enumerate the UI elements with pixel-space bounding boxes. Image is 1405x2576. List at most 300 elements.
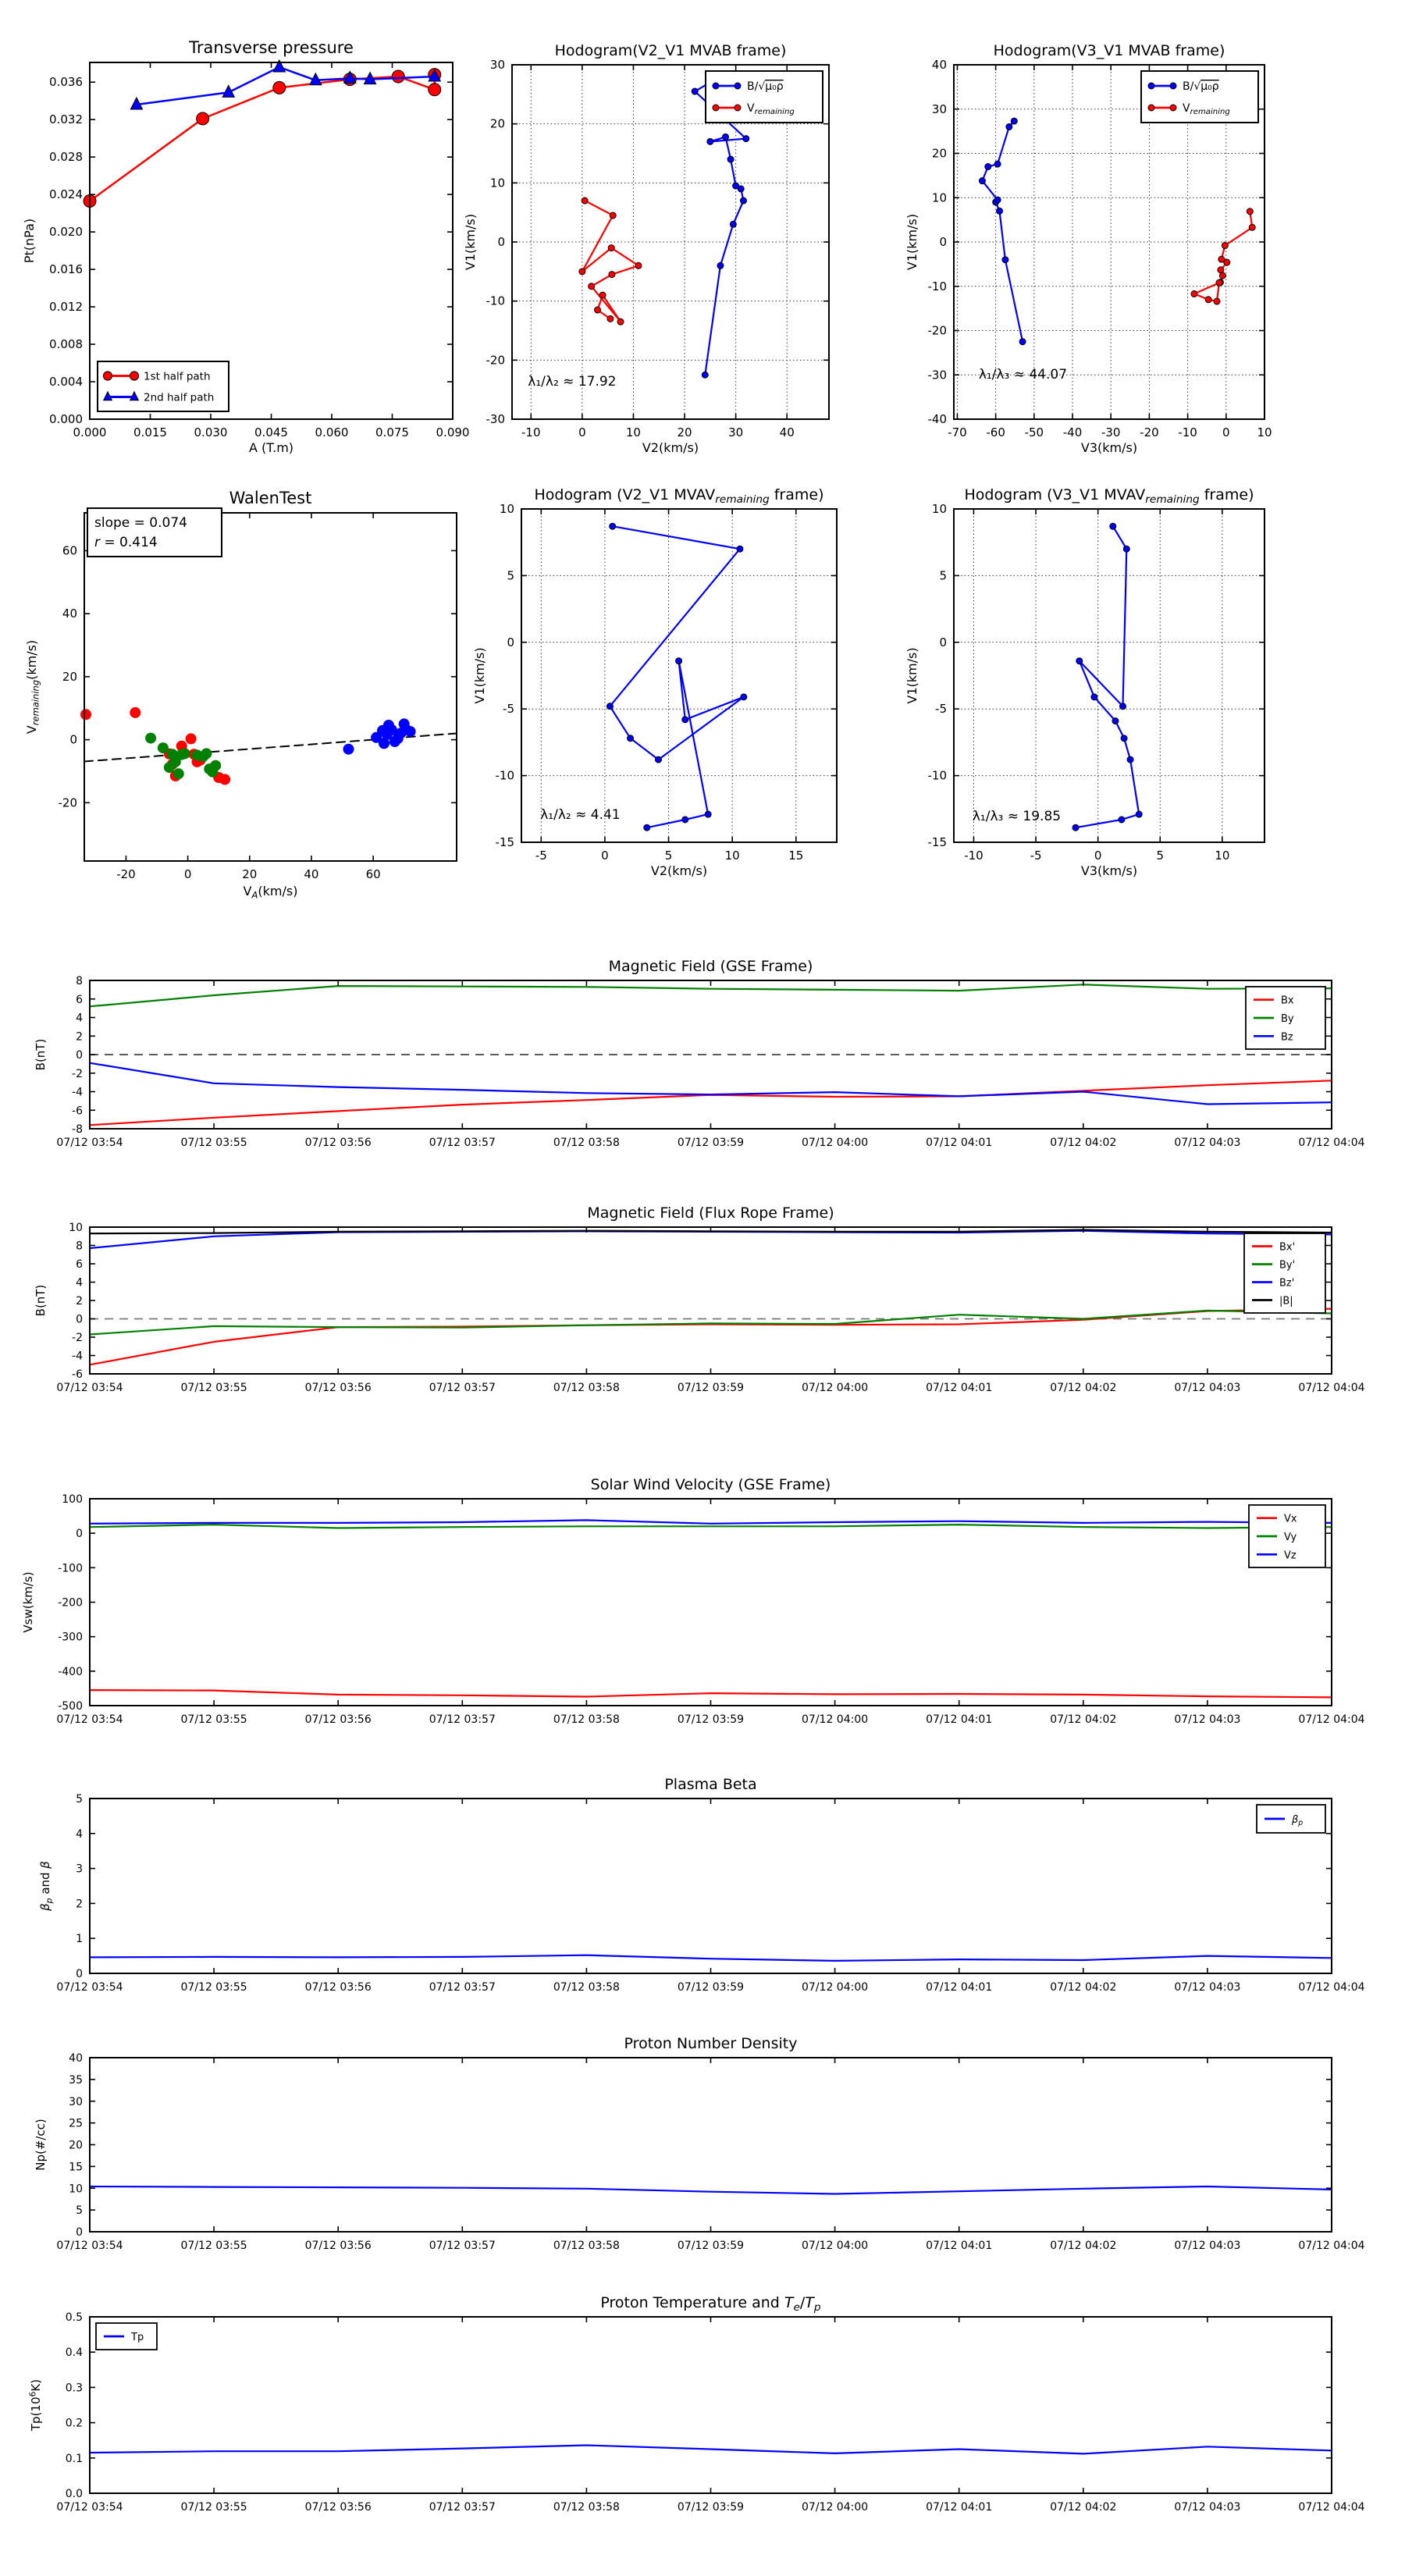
y-tick-label: 35 <box>69 2073 83 2087</box>
legend-label: 1st half path <box>144 370 211 383</box>
circle-marker <box>1170 105 1176 111</box>
x-tick-label: 07/12 04:02 <box>1050 1382 1117 1394</box>
x-tick-label: 07/12 04:00 <box>802 2501 869 2514</box>
plot-area <box>90 2317 1332 2493</box>
x-tick-label: -60 <box>986 425 1005 439</box>
y-tick-label: 3 <box>76 1863 83 1876</box>
y-tick-label: -5 <box>503 702 514 717</box>
scatter-point <box>210 760 221 771</box>
legend-label: |B| <box>1279 1295 1293 1308</box>
legend-label: By <box>1281 1013 1294 1025</box>
x-tick-label: 07/12 04:01 <box>926 1713 993 1726</box>
y-tick-label: -10 <box>927 279 947 294</box>
x-tick-label: 07/12 03:56 <box>304 1137 372 1149</box>
x-tick-label: 07/12 03:54 <box>56 1981 123 1994</box>
hodogram-v3v1-mvab-annotation: λ₁/λ₃ ≈ 44.07 <box>978 366 1068 382</box>
chart-transverse-pressure <box>22 38 469 455</box>
y-tick-label: -300 <box>58 1631 83 1644</box>
circle-marker <box>1170 83 1176 89</box>
x-tick-label: -10 <box>1178 425 1197 439</box>
circle-marker <box>1219 272 1225 279</box>
circle-marker <box>599 292 606 298</box>
y-tick-label: 40 <box>69 2052 83 2065</box>
y-tick-label: 30 <box>931 101 947 116</box>
scatter-point <box>405 726 416 737</box>
x-tick-label: 07/12 03:56 <box>304 1713 372 1726</box>
circle-marker <box>692 88 698 94</box>
hodogram-v2v1-mvab-title: Hodogram(V2_V1 MVAB frame) <box>554 42 787 59</box>
chart-hodogram-v3v1-mvab <box>905 42 1272 455</box>
circle-marker <box>608 245 614 251</box>
magnetic-field-flux-rope-title: Magnetic Field (Flux Rope Frame) <box>587 1204 834 1222</box>
circle-marker <box>740 197 746 204</box>
x-tick-label: 07/12 03:59 <box>677 1981 745 1994</box>
info-box-line: slope = 0.074 <box>94 515 187 531</box>
magnetic-field-flux-rope-ylabel: B(nT) <box>34 1284 48 1317</box>
x-tick-label: 07/12 03:55 <box>180 1981 247 1994</box>
circle-marker <box>707 138 713 144</box>
y-tick-label: 0 <box>76 1313 83 1326</box>
x-tick-label: 07/12 04:00 <box>802 1981 869 1994</box>
x-tick-label: -70 <box>948 425 967 439</box>
x-tick-label: 07/12 04:00 <box>802 2240 869 2252</box>
walen-test-ylabel: $V_{remaining}(km/s)$ <box>24 639 41 735</box>
y-tick-label: -20 <box>486 353 505 368</box>
legend-label: B/√μ₀ρ <box>747 80 784 93</box>
proton-temperature-ylabel: $Tp(10^6K)$ <box>27 2379 43 2432</box>
magnetic-field-gse-title: Magnetic Field (GSE Frame) <box>608 958 813 975</box>
x-tick-label: 07/12 03:55 <box>180 1137 247 1149</box>
y-tick-label: 60 <box>62 543 77 558</box>
circle-marker <box>429 84 441 96</box>
x-tick-label: -40 <box>1062 425 1083 439</box>
circle-marker <box>1110 523 1116 529</box>
x-tick-label: 07/12 03:56 <box>304 2501 372 2514</box>
scatter-point <box>201 748 212 759</box>
x-tick-label: 07/12 04:01 <box>926 1137 993 1149</box>
circle-marker <box>1123 546 1129 552</box>
x-tick-label: -5 <box>1030 849 1042 863</box>
y-tick-label: -15 <box>495 835 514 849</box>
y-tick-label: -500 <box>58 1700 83 1713</box>
circle-marker <box>994 161 1001 167</box>
hodogram-v2v1-mvab-xlabel: V2(km/s) <box>642 440 699 455</box>
x-tick-label: 07/12 03:54 <box>56 1137 123 1149</box>
x-tick-label: 07/12 03:56 <box>304 2240 372 2252</box>
circle-marker <box>1218 267 1224 273</box>
x-tick-label: 30 <box>728 425 744 439</box>
y-tick-label: 10 <box>931 502 947 516</box>
y-tick-label: -100 <box>58 1562 83 1575</box>
y-tick-label: -8 <box>72 1123 83 1136</box>
y-tick-label: -200 <box>58 1596 83 1610</box>
circle-marker <box>730 221 736 227</box>
circle-marker <box>1091 694 1097 700</box>
y-tick-label: 4 <box>76 1012 83 1025</box>
x-tick-label: 07/12 04:03 <box>1174 1981 1241 1994</box>
y-tick-label: -20 <box>58 795 77 810</box>
x-tick-label: 07/12 04:01 <box>926 1382 993 1394</box>
x-tick-label: 07/12 03:59 <box>677 2501 745 2514</box>
chart-plasma-beta <box>38 1776 1365 1994</box>
plot-area <box>954 509 1264 842</box>
x-tick-label: 07/12 03:58 <box>553 1382 620 1394</box>
circle-marker <box>617 318 624 325</box>
x-tick-label: 07/12 04:04 <box>1298 1382 1365 1394</box>
x-tick-label: 40 <box>304 867 319 881</box>
magnetic-field-gse-ylabel: B(nT) <box>34 1038 48 1071</box>
y-tick-label: 15 <box>69 2161 83 2174</box>
y-tick-label: 2 <box>76 1295 83 1308</box>
y-tick-label: -4 <box>72 1350 83 1363</box>
walen-test-title: WalenTest <box>229 489 312 507</box>
circle-marker <box>1224 259 1230 265</box>
x-tick-label: 0.090 <box>436 425 470 439</box>
y-tick-label: -2 <box>72 1332 83 1344</box>
y-tick-label: -4 <box>72 1086 83 1099</box>
circle-marker <box>607 315 614 322</box>
x-tick-label: -30 <box>1101 425 1121 439</box>
circle-marker <box>717 262 724 269</box>
x-tick-label: 0 <box>601 849 609 863</box>
y-tick-label: 0 <box>76 2226 83 2239</box>
x-tick-label: 0.075 <box>375 425 409 439</box>
scatter-point <box>186 733 197 744</box>
legend-label: Bz <box>1281 1031 1293 1044</box>
x-tick-label: 5 <box>1156 849 1165 863</box>
x-tick-label: 60 <box>365 867 381 881</box>
scatter-point <box>219 774 230 785</box>
hodogram-v3v1-mvav-xlabel: V3(km/s) <box>1080 863 1138 878</box>
hodogram-v3v1-mvab-title: Hodogram(V3_V1 MVAB frame) <box>993 42 1225 59</box>
transverse-pressure-xlabel: A (T.m) <box>248 440 294 455</box>
y-tick-label: 0 <box>507 635 514 649</box>
circle-marker <box>727 156 734 162</box>
hodogram-v2v1-mvav-ylabel: V1(km/s) <box>472 647 487 704</box>
legend-label: Vz <box>1284 1550 1297 1562</box>
circle-marker <box>610 523 616 529</box>
y-tick-label: 0.004 <box>49 375 83 390</box>
circle-marker <box>635 262 642 269</box>
proton-temperature-title: Proton Temperature and $T_e/T_p$ <box>600 2294 821 2314</box>
circle-marker <box>1011 118 1017 124</box>
circle-marker <box>392 70 404 83</box>
plot-area <box>90 1799 1332 1973</box>
proton-number-density-title: Proton Number Density <box>624 2035 798 2052</box>
y-tick-label: -5 <box>935 702 947 717</box>
x-tick-label: 07/12 03:59 <box>677 1137 745 1149</box>
y-tick-label: -30 <box>486 412 505 426</box>
x-tick-label: 07/12 03:54 <box>56 2240 123 2252</box>
y-tick-label: 0.028 <box>49 150 83 165</box>
circle-marker <box>1072 824 1079 831</box>
y-tick-label: 0.1 <box>65 2452 83 2465</box>
x-tick-label: 07/12 03:59 <box>677 1382 745 1394</box>
circle-marker <box>1002 257 1008 263</box>
x-tick-label: 07/12 03:58 <box>553 1137 620 1149</box>
circle-marker <box>589 283 595 290</box>
legend-label: Bz' <box>1279 1277 1295 1290</box>
x-tick-label: -50 <box>1024 425 1044 439</box>
x-tick-label: 5 <box>664 849 673 863</box>
x-tick-label: 07/12 03:55 <box>180 2501 247 2514</box>
y-tick-label: 30 <box>69 2095 83 2108</box>
circle-marker <box>979 178 985 184</box>
chart-magnetic-field-flux-rope <box>34 1204 1365 1394</box>
legend-label: $\beta_p$ <box>1292 1814 1304 1827</box>
x-tick-label: 0 <box>183 867 192 881</box>
y-tick-label: 40 <box>931 58 947 72</box>
x-tick-label: 07/12 03:55 <box>180 1713 247 1726</box>
y-tick-label: -10 <box>486 294 505 308</box>
x-tick-label: 07/12 03:58 <box>553 1981 620 1994</box>
plasma-beta-legend <box>1257 1805 1325 1833</box>
legend-label: B/√μ₀ρ <box>1183 80 1219 93</box>
x-tick-label: 07/12 03:57 <box>429 1713 496 1726</box>
circle-marker <box>1148 105 1154 111</box>
y-tick-label: 0 <box>76 1528 83 1541</box>
x-tick-label: 07/12 04:02 <box>1050 2240 1117 2252</box>
x-tick-label: 07/12 03:57 <box>429 1981 496 1994</box>
legend-label: By' <box>1279 1259 1296 1272</box>
y-tick-label: 0 <box>76 1049 83 1062</box>
x-tick-label: 0.030 <box>194 425 228 439</box>
x-tick-label: 10 <box>625 425 641 439</box>
circle-marker <box>1119 817 1125 823</box>
y-tick-label: 0.036 <box>49 75 83 90</box>
circle-marker <box>273 81 286 94</box>
circle-marker <box>676 658 682 664</box>
chart-walen-test <box>24 489 457 901</box>
circle-marker <box>655 756 661 763</box>
x-tick-label: -10 <box>964 849 984 863</box>
x-tick-label: 07/12 03:54 <box>56 1382 123 1394</box>
circle-marker <box>628 735 634 742</box>
y-tick-label: 0.2 <box>65 2417 83 2430</box>
x-tick-label: 07/12 04:02 <box>1050 1981 1117 1994</box>
circle-marker <box>735 83 741 89</box>
proton-temperature-legend <box>96 2323 157 2350</box>
y-tick-label: 0.5 <box>65 2311 83 2324</box>
plasma-beta-ylabel: $\beta_p$ and β <box>38 1861 55 1911</box>
y-tick-label: -30 <box>927 368 947 382</box>
plot-area <box>90 2058 1332 2232</box>
x-tick-label: 0.015 <box>133 425 167 439</box>
y-tick-label: 2 <box>76 1030 83 1044</box>
y-tick-label: 8 <box>76 975 83 987</box>
circle-marker <box>1148 83 1154 89</box>
circle-marker <box>1247 208 1253 215</box>
chart-proton-number-density <box>34 2035 1365 2252</box>
proton-number-density-ylabel: Np(#/cc) <box>34 2119 48 2171</box>
x-tick-label: 07/12 03:58 <box>553 2501 620 2514</box>
x-tick-label: 07/12 04:03 <box>1174 1713 1241 1726</box>
x-tick-label: 20 <box>242 867 258 881</box>
y-tick-label: 0.3 <box>65 2382 83 2395</box>
x-tick-label: 07/12 04:01 <box>926 2501 993 2514</box>
y-tick-label: 5 <box>507 568 514 583</box>
y-tick-label: 0.000 <box>49 412 83 426</box>
solar-wind-velocity-ylabel: Vsw(km/s) <box>21 1571 35 1633</box>
scatter-point <box>145 733 156 744</box>
y-tick-label: 2 <box>76 1898 83 1911</box>
x-tick-label: -10 <box>521 425 541 439</box>
y-tick-label: 0.012 <box>49 300 83 315</box>
hodogram-v2v1-mvav-title: Hodogram (V2_V1 $MVAV_{remaining}$ frame) <box>534 486 824 507</box>
legend-label: $V_{remaining}$ <box>747 102 795 117</box>
x-tick-label: 0.000 <box>73 425 107 439</box>
transverse-pressure-legend <box>98 361 229 411</box>
y-tick-label: 10 <box>499 502 514 516</box>
solar-wind-velocity-legend <box>1249 1505 1325 1567</box>
circle-marker <box>713 83 719 89</box>
hodogram-v2v1-mvab-ylabel: V1(km/s) <box>463 213 478 271</box>
circle-marker <box>1112 718 1119 724</box>
circle-marker <box>1127 756 1133 763</box>
y-tick-label: 4 <box>76 1827 83 1841</box>
x-tick-label: 07/12 03:59 <box>677 2240 745 2252</box>
circle-marker <box>1136 811 1142 817</box>
y-tick-label: 1 <box>76 1933 83 1946</box>
hodogram-v2v1-mvav-annotation: λ₁/λ₂ ≈ 4.41 <box>540 807 621 824</box>
circle-marker <box>682 717 688 723</box>
x-tick-label: 07/12 03:57 <box>429 2501 496 2514</box>
y-tick-label: 10 <box>489 176 505 190</box>
circle-marker <box>705 811 711 817</box>
x-tick-label: 07/12 04:03 <box>1174 1137 1241 1149</box>
walen-test-info-box <box>87 508 222 557</box>
y-tick-label: 0.008 <box>49 337 83 352</box>
x-tick-label: 07/12 04:01 <box>926 2240 993 2252</box>
x-tick-label: 07/12 03:58 <box>553 2240 620 2252</box>
x-tick-label: 07/12 04:00 <box>802 1713 869 1726</box>
y-tick-label: -40 <box>927 412 947 426</box>
x-tick-label: 0.045 <box>254 425 288 439</box>
chart-solar-wind-velocity <box>21 1476 1365 1726</box>
x-tick-label: 20 <box>677 425 692 439</box>
y-tick-label: -6 <box>72 1105 83 1118</box>
x-tick-label: 40 <box>779 425 795 439</box>
y-tick-label: -10 <box>495 768 514 783</box>
y-tick-label: 6 <box>76 1258 83 1271</box>
y-tick-label: 0 <box>69 732 77 747</box>
x-tick-label: 07/12 03:59 <box>677 1713 745 1726</box>
y-tick-label: -15 <box>927 835 947 849</box>
scatter-point <box>180 748 190 759</box>
x-tick-label: 07/12 04:04 <box>1298 1713 1365 1726</box>
plot-area <box>90 1227 1332 1374</box>
x-tick-label: 07/12 03:57 <box>429 2240 496 2252</box>
x-tick-label: 15 <box>788 849 804 863</box>
x-tick-label: 07/12 03:55 <box>180 2240 247 2252</box>
y-tick-label: 10 <box>69 1222 83 1234</box>
y-tick-label: 8 <box>76 1240 83 1253</box>
x-tick-label: 07/12 04:02 <box>1050 1713 1117 1726</box>
y-tick-label: -10 <box>927 768 947 783</box>
hodogram-v3v1-mvav-annotation: λ₁/λ₃ ≈ 19.85 <box>972 809 1062 825</box>
x-tick-label: 07/12 04:03 <box>1174 2240 1241 2252</box>
x-tick-label: 07/12 03:55 <box>180 1382 247 1394</box>
circle-marker <box>997 208 1003 214</box>
y-tick-label: 5 <box>76 2204 83 2218</box>
x-tick-label: 07/12 03:56 <box>304 1382 372 1394</box>
x-tick-label: 10 <box>1215 849 1230 863</box>
y-tick-label: 5 <box>76 1793 83 1806</box>
plasma-beta-title: Plasma Beta <box>664 1776 757 1793</box>
y-tick-label: -400 <box>58 1665 83 1678</box>
hodogram-v2v1-mvab-annotation: λ₁/λ₂ ≈ 17.92 <box>528 373 617 390</box>
x-tick-label: 07/12 04:01 <box>926 1981 993 1994</box>
circle-marker <box>1006 123 1012 130</box>
scatter-point <box>173 768 184 779</box>
circle-marker <box>197 112 209 125</box>
hodogram-v3v1-mvab-legend <box>1141 71 1258 123</box>
x-tick-label: 07/12 04:04 <box>1298 1981 1365 1994</box>
x-tick-label: 07/12 04:04 <box>1298 1137 1365 1149</box>
circle-marker <box>595 307 601 313</box>
legend-label: $V_{remaining}$ <box>1183 102 1230 117</box>
circle-marker <box>1076 658 1083 664</box>
circle-marker <box>723 133 729 140</box>
hodogram-v3v1-mvav-title: Hodogram (V3_V1 $MVAV_{remaining}$ frame) <box>964 486 1254 507</box>
x-tick-label: 07/12 03:54 <box>56 2501 123 2514</box>
circle-marker <box>994 197 1001 203</box>
x-tick-label: 07/12 04:00 <box>802 1382 869 1394</box>
circle-marker <box>579 269 585 275</box>
plot-area <box>521 509 837 842</box>
plot-area <box>90 1499 1332 1706</box>
scatter-point <box>158 742 169 753</box>
hodogram-v3v1-mvab-xlabel: V3(km/s) <box>1080 440 1138 455</box>
y-tick-label: 0.016 <box>49 262 83 277</box>
x-tick-label: 0 <box>1222 425 1230 439</box>
x-tick-label: 07/12 03:56 <box>304 1981 372 1994</box>
transverse-pressure-title: Transverse pressure <box>189 38 354 57</box>
legend-label: Bx <box>1281 994 1294 1007</box>
walen-test-xlabel: $V_A(km/s)$ <box>243 884 298 901</box>
x-tick-label: -20 <box>116 867 136 881</box>
y-tick-label: -20 <box>927 323 947 338</box>
circle-marker <box>741 694 747 700</box>
circle-marker <box>582 197 588 204</box>
circle-marker <box>1249 224 1255 230</box>
x-tick-label: -20 <box>1140 425 1159 439</box>
chart-hodogram-v2v1-mvab <box>463 42 829 455</box>
y-tick-label: 100 <box>62 1493 83 1506</box>
circle-marker <box>1121 735 1127 742</box>
circle-marker <box>103 372 112 380</box>
x-tick-label: 07/12 04:03 <box>1174 1382 1241 1394</box>
y-tick-label: 20 <box>931 146 947 161</box>
x-tick-label: 0 <box>1094 849 1102 863</box>
y-tick-label: 0.024 <box>49 187 83 202</box>
circle-marker <box>713 105 719 111</box>
x-tick-label: 07/12 04:02 <box>1050 1137 1117 1149</box>
circle-marker <box>1120 703 1126 710</box>
x-tick-label: 07/12 03:57 <box>429 1137 496 1149</box>
circle-marker <box>737 546 743 552</box>
circle-marker <box>609 272 615 278</box>
circle-marker <box>743 136 749 142</box>
circle-marker <box>1191 290 1197 297</box>
legend-label: Vx <box>1284 1513 1297 1525</box>
circle-marker <box>985 164 991 170</box>
x-tick-label: 07/12 03:57 <box>429 1382 496 1394</box>
y-tick-label: 20 <box>69 2139 83 2152</box>
legend-label: 2nd half path <box>144 391 215 404</box>
y-tick-label: 4 <box>76 1276 83 1290</box>
y-tick-label: 20 <box>489 116 505 131</box>
